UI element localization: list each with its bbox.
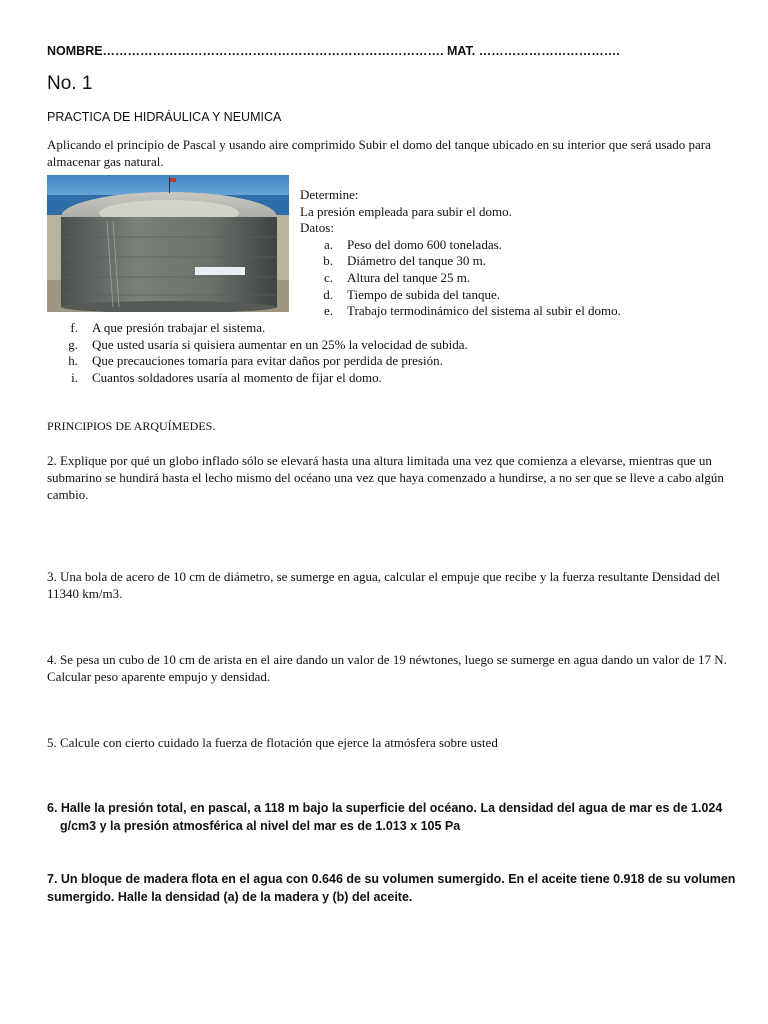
question-3: 3. Una bola de acero de 10 cm de diámetro, se sumerge en agua, calcular el empuje que recibe y la fuerza resultante Densidad del 11340 km/m3. [47, 569, 720, 601]
list-marker: a. [323, 237, 333, 252]
question-4: 4. Se pesa un cubo de 10 cm de arista en el aire dando un valor de 19 néwtones, luego se sumerge en agua dando un valor de 17 N. Calcular peso aparente empujo y densidad. [47, 652, 727, 684]
determine-label: Determine: [300, 187, 359, 202]
question-6-line-2: g/cm3 y la presión atmosférica al nivel del mar es de 1.013 x 105 Pa [60, 819, 461, 833]
gas-tank-photo [47, 175, 289, 312]
list-text: Cuantos soldadores usaría al momento de fijar el domo. [92, 370, 382, 385]
list-text: A que presión trabajar el sistema. [92, 320, 266, 335]
list-marker: h. [68, 353, 78, 368]
determine-block [300, 187, 512, 237]
list-marker: c. [323, 270, 333, 285]
question-7: 7. Un bloque de madera flota en el agua con 0.646 de su volumen sumergido. En el aceite tiene 0.918 de su volumen sumergido. Halle la densidad (a) de la madera y (b) del aceite. [47, 872, 736, 904]
list-marker: e. [323, 303, 333, 318]
list-text: Diámetro del tanque 30 m. [347, 253, 486, 268]
list-text: Peso del domo 600 toneladas. [347, 237, 502, 252]
question-5: 5. Calcule con cierto cuidado la fuerza de flotación que ejerce la atmósfera sobre usted [47, 735, 498, 750]
question-2: 2. Explique por qué un globo inflado sólo se elevará hasta una altura limitada una vez que comienza a elevarse, mientras que un submarino se hundirá hasta el lecho mismo del océano una vez que haya comenzado a hundirse, a no ser que se lleve a cabo algún cambio. [47, 453, 724, 502]
intro-paragraph: Aplicando el principio de Pascal y usando aire comprimido Subir el domo del tanque ubicado en su interior que será usado para almacenar gas natural. [47, 137, 711, 169]
list-text: Que usted usaría si quisiera aumentar en un 25% la velocidad de subida. [92, 337, 468, 352]
list-marker: f. [70, 320, 78, 335]
list-text: Altura del tanque 25 m. [347, 270, 471, 285]
list-text: Tiempo de subida del tanque. [347, 287, 500, 302]
data-label: Datos: [300, 220, 334, 235]
list-marker: b. [323, 253, 333, 268]
gas-tank-illustration [47, 175, 289, 312]
list-text: Trabajo termodinámico del sistema al subir el domo. [347, 303, 621, 318]
question-6-line-1: 6. Halle la presión total, en pascal, a 118 m bajo la superficie del océano. La densidad del agua de mar es de 1.024 [47, 801, 723, 815]
practice-title: PRACTICA DE HIDRÁULICA Y NEUMICA [47, 110, 282, 124]
list-text: Que precauciones tomaría para evitar daños por perdida de presión. [92, 353, 443, 368]
list-marker: i. [71, 370, 78, 385]
pressure-line: La presión empleada para subir el domo. [300, 203, 512, 219]
archimedes-heading: PRINCIPIOS DE ARQUÍMEDES. [47, 419, 216, 433]
list-marker: d. [323, 287, 333, 302]
list-marker: g. [68, 337, 78, 352]
name-and-id-line: NOMBRE………………………………………………………………………. MAT. ……………………………. [47, 44, 620, 58]
practice-number: No. 1 [47, 73, 93, 94]
